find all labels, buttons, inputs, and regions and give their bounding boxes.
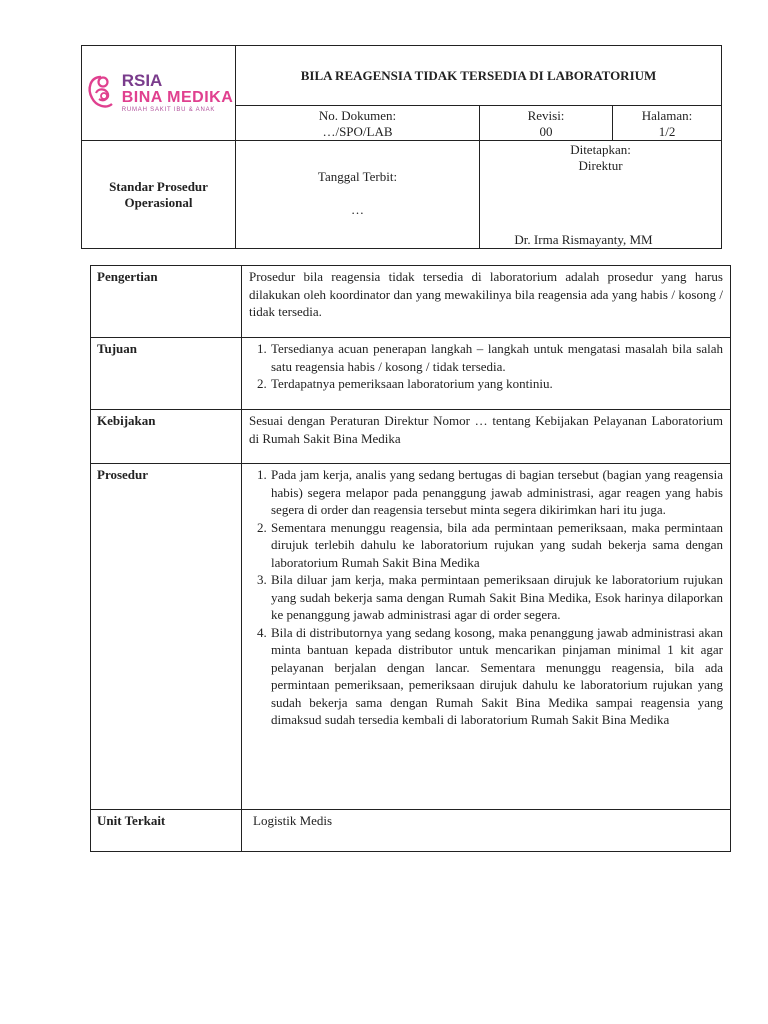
pengertian-row [91,266,731,338]
kebijakan-row [91,410,731,464]
revision-value: 00 [539,124,553,139]
pengertian-text: Prosedur bila reagensia tidak tersedia di laboratorium adalah prosedur yang harus dilakukan oleh koordinator dan yang mewakilinya bila reagensia ada yang habis / kosong / tidak tersedia. [242,266,731,338]
sop-content-table [90,265,731,852]
list-item: 1. Tersedianya acuan penerapan langkah – langkah untuk mengatasi masalah bila salah satu reagensia habis / kosong / tidak tersedia. [270,340,723,375]
logo-line1: RSIA [121,71,163,90]
page-value: 1/2 [658,124,676,139]
tujuan-content [242,338,731,410]
approval-cell [480,141,722,249]
sop-cell [82,141,236,249]
kebijakan-label: Kebijakan [91,410,242,464]
header-table [81,45,722,249]
issue-date-value: … [351,202,364,217]
list-item: 1. Pada jam kerja, analis yang sedang bertugas di bagian tersebut (bagian yang reagensia habis) segera melapor pada penanggung jawab administrasi, agar reagen yang habis segera di order dan reagensia tersebut minta segera dikirimkan hari itu juga. [270,466,723,519]
pengertian-label: Pengertian [91,266,242,338]
tujuan-label: Tujuan [91,338,242,410]
approval-label: Ditetapkan: [570,142,631,157]
director-name: Dr. Irma Rismayanty, MM [514,232,653,247]
list-item: 3. Bila diluar jam kerja, maka permintaan pemeriksaan dirujuk ke laboratorium rujukan yang sudah bekerja sama dengan Rumah Sakit Bina Medika, Esok harinya dilaporkan ke penanggung jawab administrasi agar di order segera. [270,571,723,624]
revision-label: Revisi: [527,108,565,123]
prosedur-content [242,464,731,810]
logo-line3: RUMAH SAKIT IBU & ANAK [121,107,216,113]
logo-cell [82,46,236,141]
hospital-logo [82,46,235,140]
mother-child-logo-icon [84,71,118,115]
sop-line2: Operasional [124,194,193,210]
document-number-cell [236,106,480,141]
revision-cell [480,106,613,141]
prosedur-list [249,466,723,729]
document-title: BILA REAGENSIA TIDAK TERSEDIA DI LABORATORIUM [236,46,722,106]
tujuan-list [249,340,723,393]
list-item: 2. Terdapatnya pemeriksaan laboratorium yang kontiniu. [270,375,723,393]
list-item: 4. Bila di distributornya yang sedang kosong, maka penanggung jawab administrasi akan minta bantuan kepada distributor untuk mencarikan pinjaman minimal 1 kit agar pelayanan berjalan dengan lancar. Sementara menunggu reagensia, bila ada permintaan pemeriksaan, pemeriksaan dirujuk dahulu ke laboratorium rujukan yang sudah bekerja sama dengan Rumah Sakit Bina Medika sampai reagensia yang dimaksud sudah tersedia kembali di laboratorium Rumah Sakit Bina Medika [270,624,723,729]
document-number-value: …/SPO/LAB [322,124,393,139]
approval-role: Direktur [578,158,623,173]
prosedur-row [91,464,731,810]
page-cell [613,106,722,141]
list-item: 2. Sementara menunggu reagensia, bila ada permintaan pemeriksaan, maka permintaan dirujuk terlebih dahulu ke laboratorium rujukan yang sudah bekerja sama dengan laboratorium Rumah Sakit Bina Medika [270,519,723,572]
document-number-label: No. Dokumen: [318,108,397,123]
sop-line1: Standar Prosedur [109,178,208,194]
issue-date-cell [236,141,480,249]
prosedur-label: Prosedur [91,464,242,810]
issue-date-label: Tanggal Terbit: [317,169,398,184]
unit-terkait-label: Unit Terkait [91,810,242,852]
unit-terkait-row [91,810,731,852]
page-label: Halaman: [641,108,693,123]
logo-line2: BINA MEDIKA [121,89,234,106]
tujuan-row [91,338,731,410]
kebijakan-text: Sesuai dengan Peraturan Direktur Nomor … tentang Kebijakan Pelayanan Laboratorium di Rumah Sakit Bina Medika [242,410,731,464]
unit-terkait-text: Logistik Medis [242,810,731,852]
